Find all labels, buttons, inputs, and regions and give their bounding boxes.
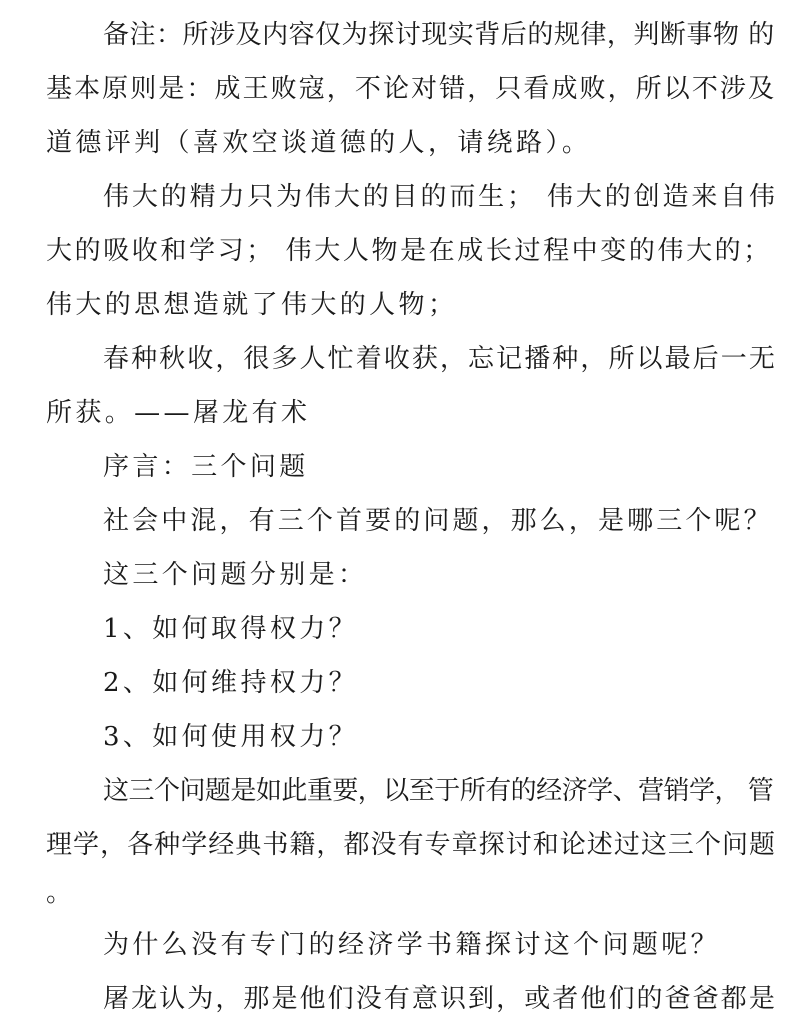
text-line-9: 序言：三个问题 xyxy=(103,452,309,482)
text-line-19: 屠龙认为，那是他们没有意识到，或者他们的爸爸都是 xyxy=(103,984,777,1014)
text-line-10: 社会中混，有三个首要的问题，那么，是哪三个呢？ xyxy=(103,506,773,536)
text-line-6: 伟大的思想造就了伟大的人物； xyxy=(46,290,458,320)
text-line-13: 2、如何维持权力？ xyxy=(103,668,358,698)
text-line-11: 这三个问题分别是： xyxy=(103,560,368,590)
text-line-7: 春种秋收，很多人忙着收获，忘记播种，所以最后一无 xyxy=(103,344,777,374)
text-line-12: 1、如何取得权力？ xyxy=(103,614,358,644)
text-line-4: 伟大的精力只为伟大的目的而生； 伟大的创造来自伟 xyxy=(103,182,778,212)
text-line-2: 基本原则是：成王败寇，不论对错，只看成败，所以不涉及 xyxy=(46,74,777,104)
text-line-8: 所获。——屠龙有术 xyxy=(46,398,311,428)
text-line-14: 3、如何使用权力？ xyxy=(103,722,358,752)
text-line-3: 道德评判（喜欢空谈道德的人，请绕路）。 xyxy=(46,128,592,158)
text-line-1: 备注：所涉及内容仅为探讨现实背后的规律，判断事物 的 xyxy=(103,20,775,50)
text-line-18: 为什么没有专门的经济学书籍探讨这个问题呢？ xyxy=(103,930,720,960)
text-line-16: 理学，各种学经典书籍，都没有专章探讨和论述过这三个问题 xyxy=(46,830,777,860)
text-line-17: 。 xyxy=(46,878,76,908)
text-line-5: 大的吸收和学习； 伟大人物是在成长过程中变的伟大的； xyxy=(46,236,772,266)
text-line-15: 这三个问题是如此重要，以至于所有的经济学、营销学， 管 xyxy=(103,776,774,806)
